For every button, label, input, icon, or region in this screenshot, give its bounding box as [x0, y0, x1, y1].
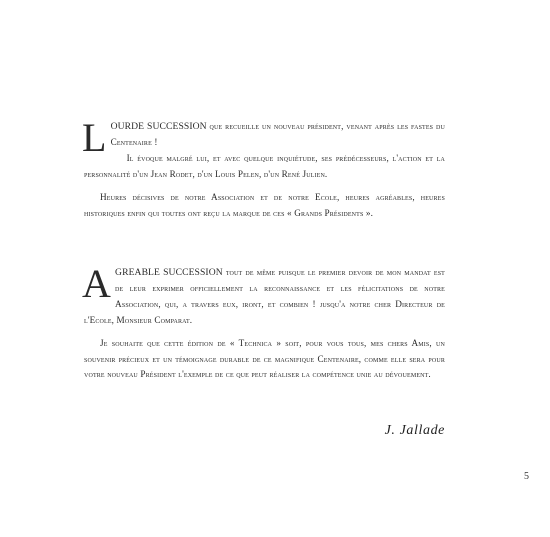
dropcap-l: L [82, 115, 107, 160]
signature: J. Jallade [384, 423, 445, 438]
section-lourde-succession [82, 115, 445, 221]
paragraph-text-2a: tout de même puisque le premier devoir de mon mandat est de leur exprimer officiellement la reconnaissance et les félicitations de notre Association, qui, a travers eux, iront, et combien ! jusqu'a notre cher Directeur de l'Ecole, Monsieur Comparat. [84, 267, 445, 325]
lead-heading-2: GREABLE SUCCESSION [115, 267, 223, 278]
paragraph-intro-2 [82, 261, 445, 329]
paragraph-technica: Je souhaite que cette édition de « Technica » soit, pour vous tous, mes chers Amis, un souvenir précieux et un témoignage durable de ce magnifique Centenaire, comme elle sera pour votre nouveau Président l'exemple de ce que peut réaliser la compétence unie au dévouement. [84, 337, 445, 380]
paragraph-intro-1 [82, 115, 445, 160]
paragraph-text-1a: que recueille un nouveau président, venant après les fastes du Centenaire ! [110, 121, 445, 147]
lead-heading-1: OURDE SUCCESSION [110, 121, 207, 132]
page-number: 5 [524, 471, 529, 482]
dropcap-a: A [82, 261, 112, 306]
paragraph-predecessors: Il évoque malgré lui, et avec quelque inquiétude, ses prédécesseurs, l'action et la personnalité d'un Jean Rodet, d'un Louis Pelen, d'un René Julien. [84, 152, 445, 179]
section-agreable-succession [82, 261, 445, 383]
paragraph-heures: Heures décisives de notre Association et de notre Ecole, heures agréables, heures historiques enfin qui toutes ont reçu la marque de ces « Grands Présidents ». [84, 191, 445, 218]
